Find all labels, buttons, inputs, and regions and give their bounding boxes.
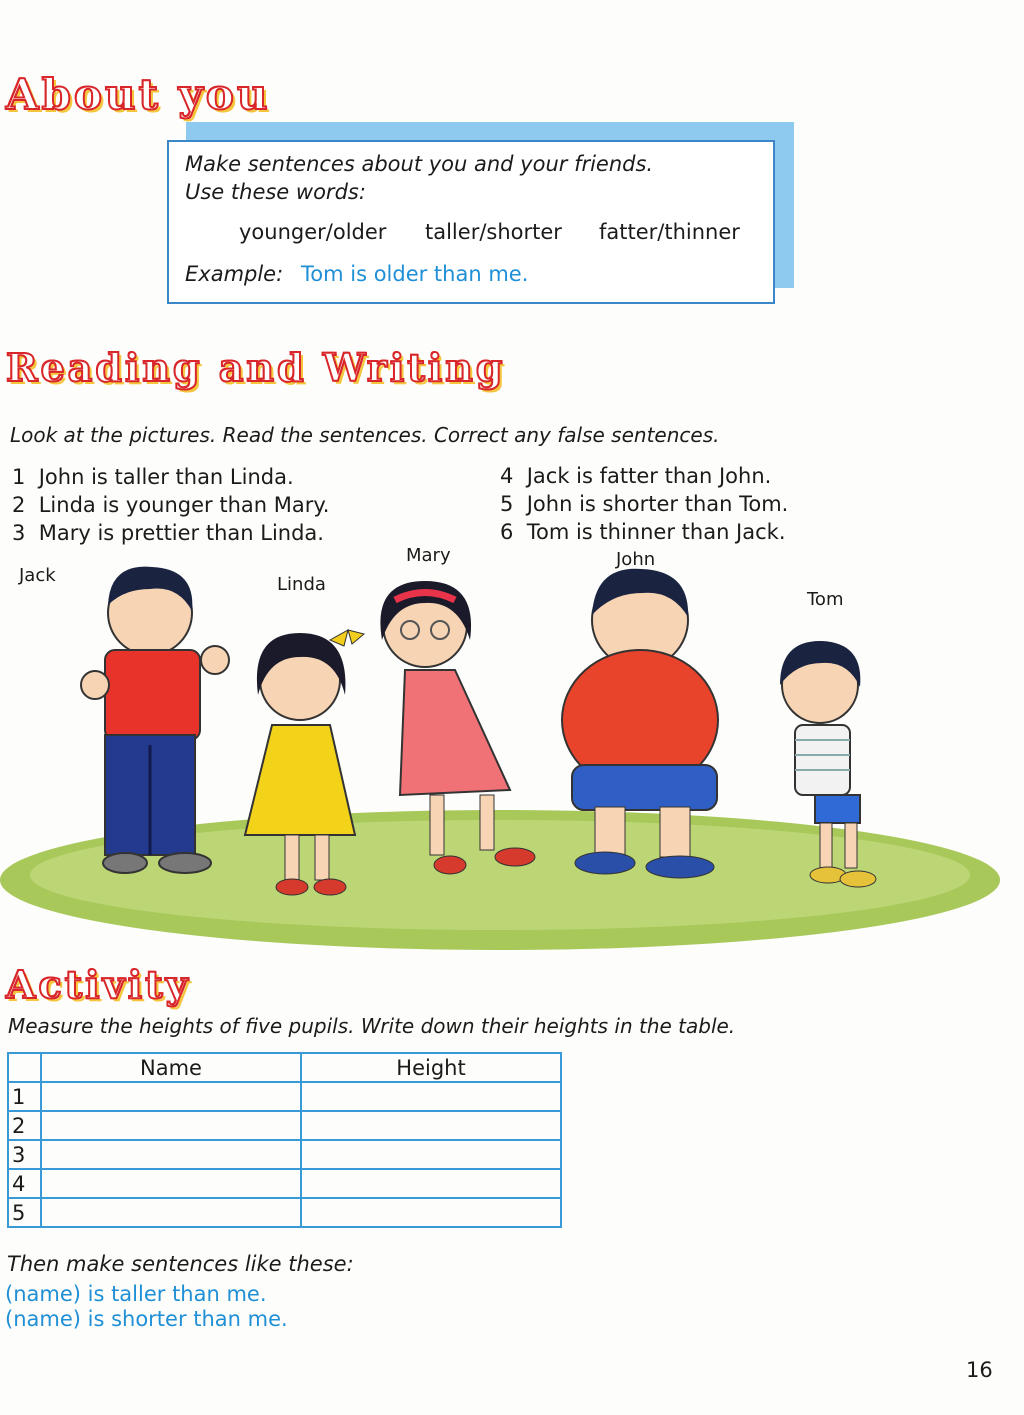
row-number: 2: [8, 1111, 41, 1140]
height-cell[interactable]: [301, 1169, 561, 1198]
sentence-1: [12, 465, 294, 489]
name-cell[interactable]: [41, 1169, 301, 1198]
row-number: 4: [8, 1169, 41, 1198]
sentence-4: [500, 464, 771, 488]
sentence-2: [12, 493, 329, 517]
table-row: [8, 1169, 561, 1198]
sentence-number: 6: [500, 520, 514, 544]
column-header-name: Name: [41, 1053, 301, 1082]
sentence-text: Linda is younger than Mary.: [38, 493, 330, 517]
sentence-6: [500, 520, 786, 544]
name-cell[interactable]: [41, 1140, 301, 1169]
sentence-number: 2: [12, 493, 26, 517]
height-cell[interactable]: [301, 1082, 561, 1111]
about-instruction-1: Make sentences about you and your friends.: [185, 152, 654, 176]
label-mary: Mary: [406, 545, 451, 566]
page-number: 16: [966, 1358, 993, 1382]
table-row: [8, 1198, 561, 1227]
example-sentence-shorter: (name) is shorter than me.: [5, 1307, 288, 1331]
activity-heading: Activity: [6, 962, 191, 1007]
sentence-number: 5: [500, 492, 514, 516]
example-sentence-taller: (name) is taller than me.: [5, 1282, 267, 1306]
name-cell[interactable]: [41, 1111, 301, 1140]
label-tom: Tom: [807, 589, 844, 610]
sentence-text: John is shorter than Tom.: [526, 492, 789, 516]
sentence-number: 1: [12, 465, 26, 489]
height-cell[interactable]: [301, 1111, 561, 1140]
about-box: [167, 140, 775, 304]
table-row: [8, 1111, 561, 1140]
sentence-text: Mary is prettier than Linda.: [38, 521, 324, 545]
reading-instruction: Look at the pictures. Read the sentences. Correct any false sentences.: [10, 423, 720, 447]
heights-table: [7, 1052, 562, 1228]
table-row: [8, 1082, 561, 1111]
table-corner: [8, 1053, 41, 1082]
label-john: John: [616, 549, 656, 570]
sentence-3: [12, 521, 324, 545]
sentence-number: 4: [500, 464, 514, 488]
label-linda: Linda: [277, 574, 326, 595]
column-header-height: Height: [301, 1053, 561, 1082]
word-taller-shorter: taller/shorter: [425, 220, 562, 244]
about-instruction-2: Use these words:: [185, 180, 366, 204]
sentence-text: Jack is fatter than John.: [526, 464, 772, 488]
about-you-heading: About you: [6, 70, 271, 119]
word-fatter-thinner: fatter/thinner: [599, 220, 740, 244]
sentence-number: 3: [12, 521, 26, 545]
example-text: Tom is older than me.: [301, 262, 529, 286]
row-number: 3: [8, 1140, 41, 1169]
height-cell[interactable]: [301, 1198, 561, 1227]
children-illustration: [0, 545, 1024, 985]
word-younger-older: younger/older: [239, 220, 387, 244]
sentence-text: Tom is thinner than Jack.: [526, 520, 786, 544]
table-row: [8, 1140, 561, 1169]
activity-instruction: Measure the heights of five pupils. Write down their heights in the table.: [8, 1014, 736, 1038]
label-jack: Jack: [19, 565, 56, 586]
height-cell[interactable]: [301, 1140, 561, 1169]
name-cell[interactable]: [41, 1198, 301, 1227]
row-number: 1: [8, 1082, 41, 1111]
follow-up-instruction: Then make sentences like these:: [7, 1252, 354, 1276]
sentence-5: [500, 492, 788, 516]
reading-writing-heading: Reading and Writing: [6, 345, 506, 390]
name-cell[interactable]: [41, 1082, 301, 1111]
table-header-row: [8, 1053, 561, 1082]
sentence-text: John is taller than Linda.: [38, 465, 294, 489]
example-label: Example:: [185, 262, 284, 286]
row-number: 5: [8, 1198, 41, 1227]
